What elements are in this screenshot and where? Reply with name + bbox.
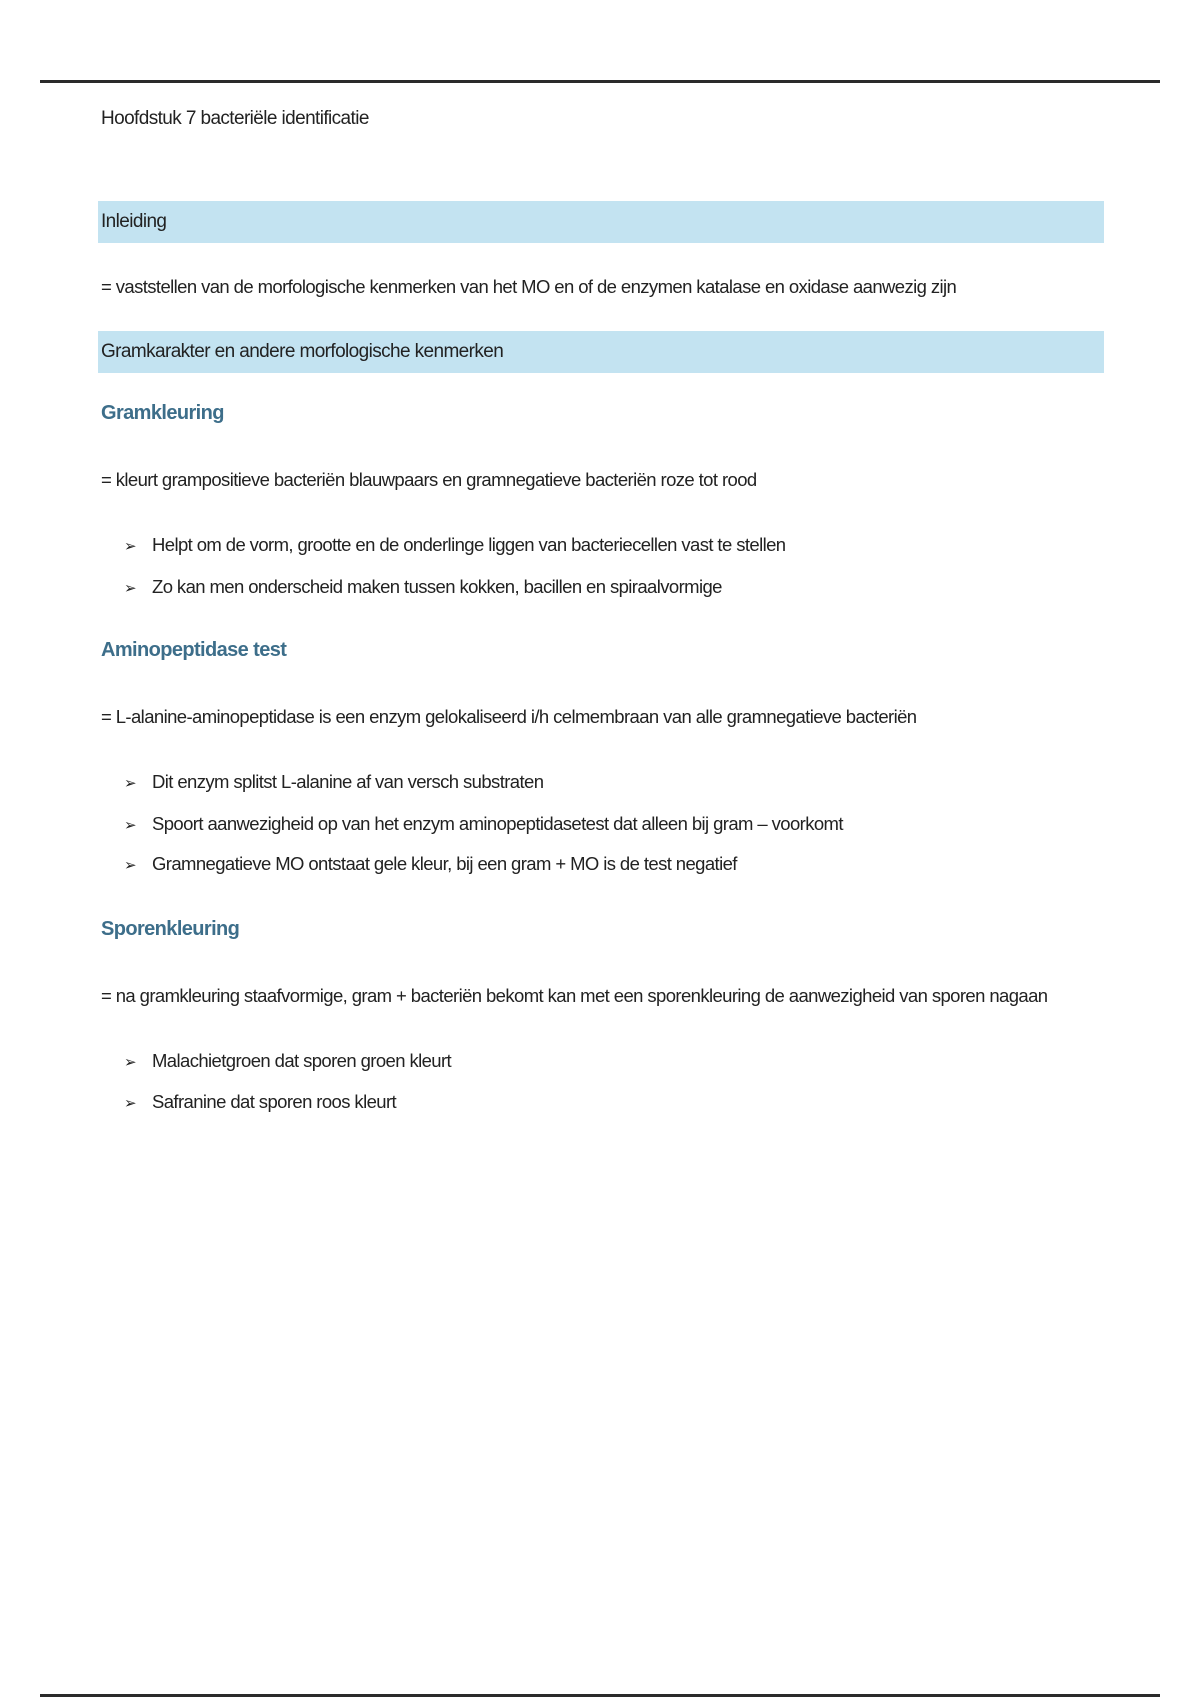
subheading-aminopeptidase-test: Aminopeptidase test [101, 639, 287, 661]
list-item-text: Dit enzym splitst L-alanine af van versch substraten [152, 771, 544, 792]
arrow-bullet-icon: ➢ [124, 1095, 136, 1112]
arrow-bullet-icon: ➢ [124, 817, 136, 834]
top-rule [40, 80, 1160, 83]
sporenkleuring-definition: = na gramkleuring staafvormige, gram + bacteriën bekomt kan met een sporenkleuring de aanwezigheid van sporen nagaan [101, 985, 1048, 1006]
inleiding-text: = vaststellen van de morfologische kenmerken van het MO en of de enzymen katalase en oxidase aanwezig zijn [101, 276, 957, 297]
list-item [124, 1050, 451, 1072]
arrow-bullet-icon: ➢ [124, 775, 136, 792]
aminopeptidase-definition: = L-alanine-aminopeptidase is een enzym gelokaliseerd i/h celmembraan van alle gramnegatieve bacteriën [101, 706, 917, 727]
section-heading-inleiding: Inleiding [98, 201, 1104, 243]
arrow-bullet-icon: ➢ [124, 580, 136, 597]
list-item [124, 534, 785, 556]
arrow-bullet-icon: ➢ [124, 1054, 136, 1071]
bottom-rule [40, 1694, 1160, 1697]
gramkleuring-definition: = kleurt grampositieve bacteriën blauwpaars en gramnegatieve bacteriën roze tot rood [101, 469, 757, 490]
arrow-bullet-icon: ➢ [124, 857, 136, 874]
list-item [124, 576, 722, 598]
subheading-gramkleuring: Gramkleuring [101, 402, 224, 424]
list-item [124, 1091, 396, 1113]
list-item-text: Gramnegatieve MO ontstaat gele kleur, bij een gram + MO is de test negatief [152, 853, 737, 874]
list-item-text: Spoort aanwezigheid op van het enzym aminopeptidasetest dat alleen bij gram – voorkomt [152, 813, 843, 834]
list-item [124, 771, 543, 793]
list-item-text: Safranine dat sporen roos kleurt [152, 1091, 397, 1112]
section-heading-gramkarakter: Gramkarakter en andere morfologische kenmerken [98, 331, 1104, 373]
list-item-text: Malachietgroen dat sporen groen kleurt [152, 1050, 452, 1071]
list-item-text: Helpt om de vorm, grootte en de onderlinge liggen van bacteriecellen vast te stellen [152, 534, 786, 555]
list-item [124, 813, 843, 835]
list-item-text: Zo kan men onderscheid maken tussen kokken, bacillen en spiraalvormige [152, 576, 722, 597]
subheading-sporenkleuring: Sporenkleuring [101, 918, 240, 940]
list-item [124, 853, 737, 875]
arrow-bullet-icon: ➢ [124, 538, 136, 555]
chapter-title: Hoofdstuk 7 bacteriële identificatie [101, 108, 369, 129]
